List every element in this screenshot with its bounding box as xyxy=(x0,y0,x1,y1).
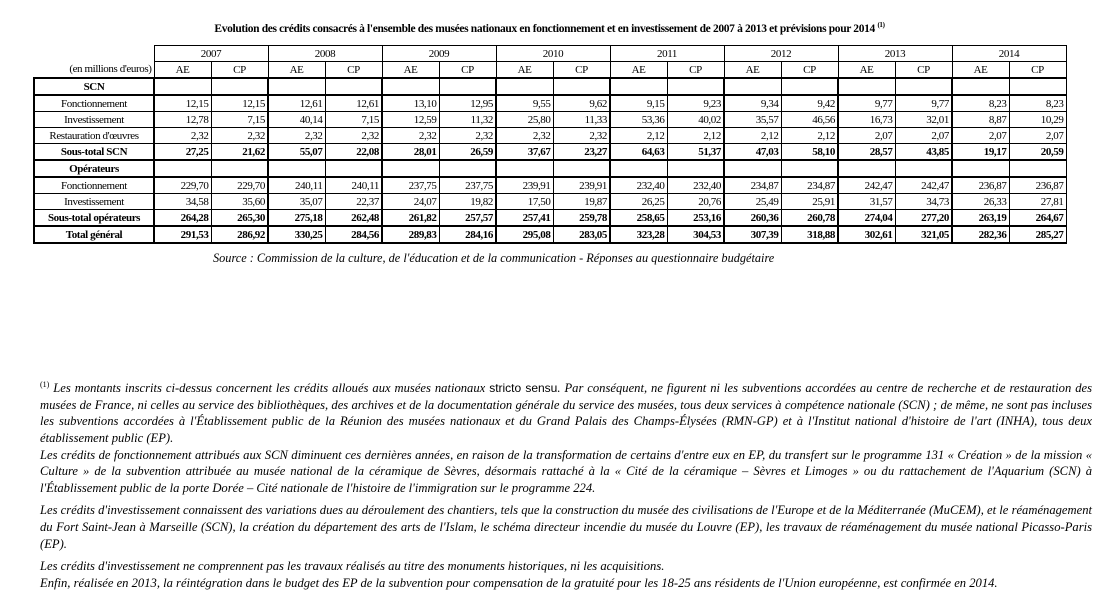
value-cell: 239,91 xyxy=(553,177,610,194)
value-cell: 258,65 xyxy=(610,210,667,227)
value-cell: 12,61 xyxy=(325,95,382,112)
cp-header: CP xyxy=(667,62,724,79)
value-cell: 21,62 xyxy=(211,144,268,161)
value-cell: 2,32 xyxy=(382,128,439,144)
value-cell: 285,27 xyxy=(1009,226,1066,243)
value-cell: 7,15 xyxy=(211,112,268,128)
footnote-marker: (1) xyxy=(877,21,885,29)
value-cell: 17,50 xyxy=(496,194,553,210)
value-cell: 295,08 xyxy=(496,226,553,243)
table-row xyxy=(34,78,1066,95)
value-cell: 34,73 xyxy=(895,194,952,210)
value-cell xyxy=(838,160,895,177)
value-cell: 2,32 xyxy=(325,128,382,144)
value-cell: 239,91 xyxy=(496,177,553,194)
value-cell xyxy=(211,160,268,177)
value-cell: 8,87 xyxy=(952,112,1009,128)
value-cell: 19,17 xyxy=(952,144,1009,161)
value-cell: 8,23 xyxy=(1009,95,1066,112)
table-row xyxy=(34,128,1066,144)
value-cell: 321,05 xyxy=(895,226,952,243)
value-cell xyxy=(895,160,952,177)
value-cell: 257,57 xyxy=(439,210,496,227)
value-cell: 27,25 xyxy=(154,144,211,161)
value-cell xyxy=(781,160,838,177)
row-label: Sous-total SCN xyxy=(34,144,154,161)
value-cell: 304,53 xyxy=(667,226,724,243)
value-cell: 35,07 xyxy=(268,194,325,210)
table-row xyxy=(34,112,1066,128)
value-cell: 264,67 xyxy=(1009,210,1066,227)
ae-header: AE xyxy=(382,62,439,79)
ae-header: AE xyxy=(496,62,553,79)
value-cell: 10,29 xyxy=(1009,112,1066,128)
row-label: Total général xyxy=(34,226,154,243)
row-label: Sous-total opérateurs xyxy=(34,210,154,227)
table-row xyxy=(34,210,1066,227)
value-cell: 259,78 xyxy=(553,210,610,227)
footnote-marker: (1) xyxy=(40,380,50,389)
value-cell: 260,78 xyxy=(781,210,838,227)
value-cell: 9,42 xyxy=(781,95,838,112)
value-cell: 64,63 xyxy=(610,144,667,161)
value-cell: 275,18 xyxy=(268,210,325,227)
value-cell xyxy=(496,78,553,95)
value-cell xyxy=(952,78,1009,95)
cp-header: CP xyxy=(553,62,610,79)
value-cell: 20,59 xyxy=(1009,144,1066,161)
value-cell: 12,95 xyxy=(439,95,496,112)
value-cell: 35,60 xyxy=(211,194,268,210)
value-cell xyxy=(724,160,781,177)
value-cell: 318,88 xyxy=(781,226,838,243)
value-cell: 43,85 xyxy=(895,144,952,161)
value-cell: 284,56 xyxy=(325,226,382,243)
value-cell: 23,27 xyxy=(553,144,610,161)
value-cell: 284,16 xyxy=(439,226,496,243)
value-cell: 257,41 xyxy=(496,210,553,227)
value-cell: 229,70 xyxy=(211,177,268,194)
footnote-paragraph-3: Les crédits d'investissement connaissent des variations dues au déroulement des chantiers, tels que la construction du musée des civilisations de l'Europe et de la Méditerranée (MuCEM), et le réaménagement du Fort Saint-Jean à Marseille (SCN), la création du département des arts de l'Islam, le schéma directeur incendie du musée du Louvre (EP), les travaux de réaménagement du musée national Picasso-Paris (EP). xyxy=(40,503,1092,551)
value-cell xyxy=(382,160,439,177)
value-cell: 265,30 xyxy=(211,210,268,227)
value-cell xyxy=(382,78,439,95)
value-cell: 242,47 xyxy=(838,177,895,194)
table-title xyxy=(0,21,1099,35)
value-cell xyxy=(439,78,496,95)
value-cell: 2,07 xyxy=(838,128,895,144)
value-cell: 11,33 xyxy=(553,112,610,128)
value-cell: 2,32 xyxy=(211,128,268,144)
value-cell: 19,82 xyxy=(439,194,496,210)
value-cell: 26,59 xyxy=(439,144,496,161)
value-cell xyxy=(724,78,781,95)
value-cell xyxy=(667,160,724,177)
value-cell: 37,67 xyxy=(496,144,553,161)
cp-header: CP xyxy=(439,62,496,79)
ae-header: AE xyxy=(952,62,1009,79)
value-cell xyxy=(952,160,1009,177)
value-cell: 2,12 xyxy=(610,128,667,144)
value-cell: 51,37 xyxy=(667,144,724,161)
table-row xyxy=(34,144,1066,161)
value-cell xyxy=(553,78,610,95)
value-cell: 2,32 xyxy=(553,128,610,144)
row-label: SCN xyxy=(34,78,154,95)
value-cell: 2,07 xyxy=(895,128,952,144)
row-label: Investissement xyxy=(34,194,154,210)
value-cell: 2,32 xyxy=(439,128,496,144)
value-cell: 28,57 xyxy=(838,144,895,161)
value-cell: 2,12 xyxy=(724,128,781,144)
year-header: 2013 xyxy=(838,46,952,62)
row-label: Fonctionnement xyxy=(34,177,154,194)
value-cell xyxy=(154,78,211,95)
value-cell xyxy=(154,160,211,177)
value-cell: 2,12 xyxy=(781,128,838,144)
value-cell xyxy=(268,78,325,95)
year-header: 2009 xyxy=(382,46,496,62)
note-text: Les montants inscrits ci-dessus concernent les crédits alloués aux musées nationaux xyxy=(49,381,490,396)
cp-header: CP xyxy=(1009,62,1066,79)
value-cell: 11,32 xyxy=(439,112,496,128)
value-cell: 234,87 xyxy=(724,177,781,194)
value-cell: 263,19 xyxy=(952,210,1009,227)
value-cell: 31,57 xyxy=(838,194,895,210)
value-cell: 282,36 xyxy=(952,226,1009,243)
ae-header: AE xyxy=(154,62,211,79)
note-emphasis: stricto sensu xyxy=(489,381,558,396)
value-cell: 283,05 xyxy=(553,226,610,243)
value-cell: 232,40 xyxy=(610,177,667,194)
value-cell: 25,91 xyxy=(781,194,838,210)
year-header: 2008 xyxy=(268,46,382,62)
value-cell xyxy=(610,160,667,177)
footnotes xyxy=(40,377,1092,591)
value-cell: 232,40 xyxy=(667,177,724,194)
cp-header: CP xyxy=(211,62,268,79)
value-cell: 8,23 xyxy=(952,95,1009,112)
value-cell: 24,07 xyxy=(382,194,439,210)
year-header: 2010 xyxy=(496,46,610,62)
value-cell xyxy=(325,160,382,177)
table-row xyxy=(34,226,1066,243)
value-cell: 262,48 xyxy=(325,210,382,227)
value-cell: 260,36 xyxy=(724,210,781,227)
title-text: Evolution des crédits consacrés à l'ensemble des musées nationaux en fonctionnement et en investissement de 2007 à 2013 et prévisions pour 2014 xyxy=(214,22,875,35)
note-text: . Par conséquent, ne figurent ni les subventions accordées au centre de recherche et de restauration des musées de France, ni celles au service des bibliothèques, des archives et de la documentation générale du service des musées, tous deux services à compétence nationale (SCN) ; de même, ne sont pas incluses les subventions accordées à l'Établissement public de la Réunion des musées nationaux et du Grand Palais des Champs-Élysées (RMN-GP) et à l'Institut national d'histoire de l'art (INHA), tous deux établissement public (EP). xyxy=(40,381,1092,445)
table-row xyxy=(34,95,1066,112)
value-cell: 264,28 xyxy=(154,210,211,227)
footnote-paragraph-2: Les crédits de fonctionnement attribués aux SCN diminuent ces dernières années, en raison de la transformation de certains d'entre eux en EP, du transfert sur le programme 131 « Création » de la mission « Culture » de la subvention attribuée au musée national de la céramique de Sèvres, désormais rattaché à la « Cité de la céramique – Sèvres et Limoges » ou du rattachement de l'Aquarium (SCN) à l'Établissement public de la porte Dorée – Cité nationale de l'histoire de l'immigration sur le programme 224. xyxy=(40,447,1092,495)
value-cell: 289,83 xyxy=(382,226,439,243)
value-cell: 25,80 xyxy=(496,112,553,128)
value-cell: 40,14 xyxy=(268,112,325,128)
value-cell xyxy=(610,78,667,95)
table-row xyxy=(34,160,1066,177)
value-cell: 253,16 xyxy=(667,210,724,227)
row-label: Investissement xyxy=(34,112,154,128)
value-cell: 13,10 xyxy=(382,95,439,112)
value-cell: 35,57 xyxy=(724,112,781,128)
value-cell: 2,32 xyxy=(154,128,211,144)
value-cell: 22,08 xyxy=(325,144,382,161)
source-note: Source : Commission de la culture, de l'éducation et de la communication - Réponses au questionnaire budgétaire xyxy=(213,251,775,265)
ae-header: AE xyxy=(268,62,325,79)
value-cell: 286,92 xyxy=(211,226,268,243)
year-header: 2011 xyxy=(610,46,724,62)
value-cell xyxy=(781,78,838,95)
value-cell: 12,61 xyxy=(268,95,325,112)
value-cell: 7,15 xyxy=(325,112,382,128)
cp-header: CP xyxy=(781,62,838,79)
value-cell: 2,12 xyxy=(667,128,724,144)
footnote-paragraph-4: Les crédits d'investissement ne comprennent pas les travaux réalisés au titre des monuments historiques, ni les acquisitions. xyxy=(40,559,665,574)
value-cell: 47,03 xyxy=(724,144,781,161)
unit-label: (en millions d'euros) xyxy=(34,62,154,79)
value-cell xyxy=(268,160,325,177)
empty-cell xyxy=(34,46,154,62)
footnote-paragraph-1 xyxy=(40,377,1092,447)
value-cell: 25,49 xyxy=(724,194,781,210)
value-cell: 28,01 xyxy=(382,144,439,161)
value-cell: 2,32 xyxy=(268,128,325,144)
value-cell: 9,23 xyxy=(667,95,724,112)
value-cell: 12,59 xyxy=(382,112,439,128)
value-cell: 27,81 xyxy=(1009,194,1066,210)
value-cell: 9,77 xyxy=(895,95,952,112)
value-cell: 9,77 xyxy=(838,95,895,112)
value-cell: 302,61 xyxy=(838,226,895,243)
value-cell: 20,76 xyxy=(667,194,724,210)
value-cell: 9,55 xyxy=(496,95,553,112)
value-cell: 236,87 xyxy=(1009,177,1066,194)
value-cell: 19,87 xyxy=(553,194,610,210)
value-cell: 2,07 xyxy=(1009,128,1066,144)
value-cell: 58,10 xyxy=(781,144,838,161)
value-cell: 307,39 xyxy=(724,226,781,243)
value-cell: 22,37 xyxy=(325,194,382,210)
value-cell xyxy=(325,78,382,95)
value-cell: 34,58 xyxy=(154,194,211,210)
row-label: Opérateurs xyxy=(34,160,154,177)
value-cell: 277,20 xyxy=(895,210,952,227)
value-cell: 274,04 xyxy=(838,210,895,227)
value-cell: 237,75 xyxy=(439,177,496,194)
value-cell: 2,32 xyxy=(496,128,553,144)
year-header: 2007 xyxy=(154,46,268,62)
value-cell: 53,36 xyxy=(610,112,667,128)
year-header: 2012 xyxy=(724,46,838,62)
value-cell: 26,33 xyxy=(952,194,1009,210)
table-row xyxy=(34,177,1066,194)
value-cell: 9,62 xyxy=(553,95,610,112)
cp-header: CP xyxy=(895,62,952,79)
value-cell xyxy=(838,78,895,95)
value-cell: 46,56 xyxy=(781,112,838,128)
cp-header: CP xyxy=(325,62,382,79)
subheader-row xyxy=(34,62,1066,79)
year-header-row xyxy=(34,46,1066,62)
value-cell: 323,28 xyxy=(610,226,667,243)
value-cell xyxy=(667,78,724,95)
ae-header: AE xyxy=(724,62,781,79)
value-cell: 234,87 xyxy=(781,177,838,194)
ae-header: AE xyxy=(838,62,895,79)
value-cell: 236,87 xyxy=(952,177,1009,194)
value-cell: 242,47 xyxy=(895,177,952,194)
value-cell: 40,02 xyxy=(667,112,724,128)
ae-header: AE xyxy=(610,62,667,79)
credits-table xyxy=(33,45,1067,244)
value-cell xyxy=(496,160,553,177)
row-label: Fonctionnement xyxy=(34,95,154,112)
value-cell: 229,70 xyxy=(154,177,211,194)
value-cell: 16,73 xyxy=(838,112,895,128)
value-cell: 55,07 xyxy=(268,144,325,161)
value-cell xyxy=(211,78,268,95)
year-header: 2014 xyxy=(952,46,1066,62)
value-cell: 32,01 xyxy=(895,112,952,128)
value-cell xyxy=(1009,78,1066,95)
table-row xyxy=(34,194,1066,210)
value-cell: 12,15 xyxy=(154,95,211,112)
footnote-paragraph-5: Enfin, réalisée en 2013, la réintégration dans le budget des EP de la subvention pour compensation de la gratuité pour les 18-25 ans résidents de l'Union européenne, est confirmée en 2014. xyxy=(40,575,998,590)
value-cell xyxy=(439,160,496,177)
value-cell: 9,34 xyxy=(724,95,781,112)
value-cell: 237,75 xyxy=(382,177,439,194)
value-cell xyxy=(895,78,952,95)
value-cell: 12,15 xyxy=(211,95,268,112)
row-label: Restauration d'œuvres xyxy=(34,128,154,144)
value-cell xyxy=(553,160,610,177)
value-cell xyxy=(1009,160,1066,177)
value-cell: 12,78 xyxy=(154,112,211,128)
value-cell: 261,82 xyxy=(382,210,439,227)
value-cell: 9,15 xyxy=(610,95,667,112)
value-cell: 330,25 xyxy=(268,226,325,243)
value-cell: 240,11 xyxy=(268,177,325,194)
value-cell: 240,11 xyxy=(325,177,382,194)
value-cell: 2,07 xyxy=(952,128,1009,144)
value-cell: 291,53 xyxy=(154,226,211,243)
value-cell: 26,25 xyxy=(610,194,667,210)
